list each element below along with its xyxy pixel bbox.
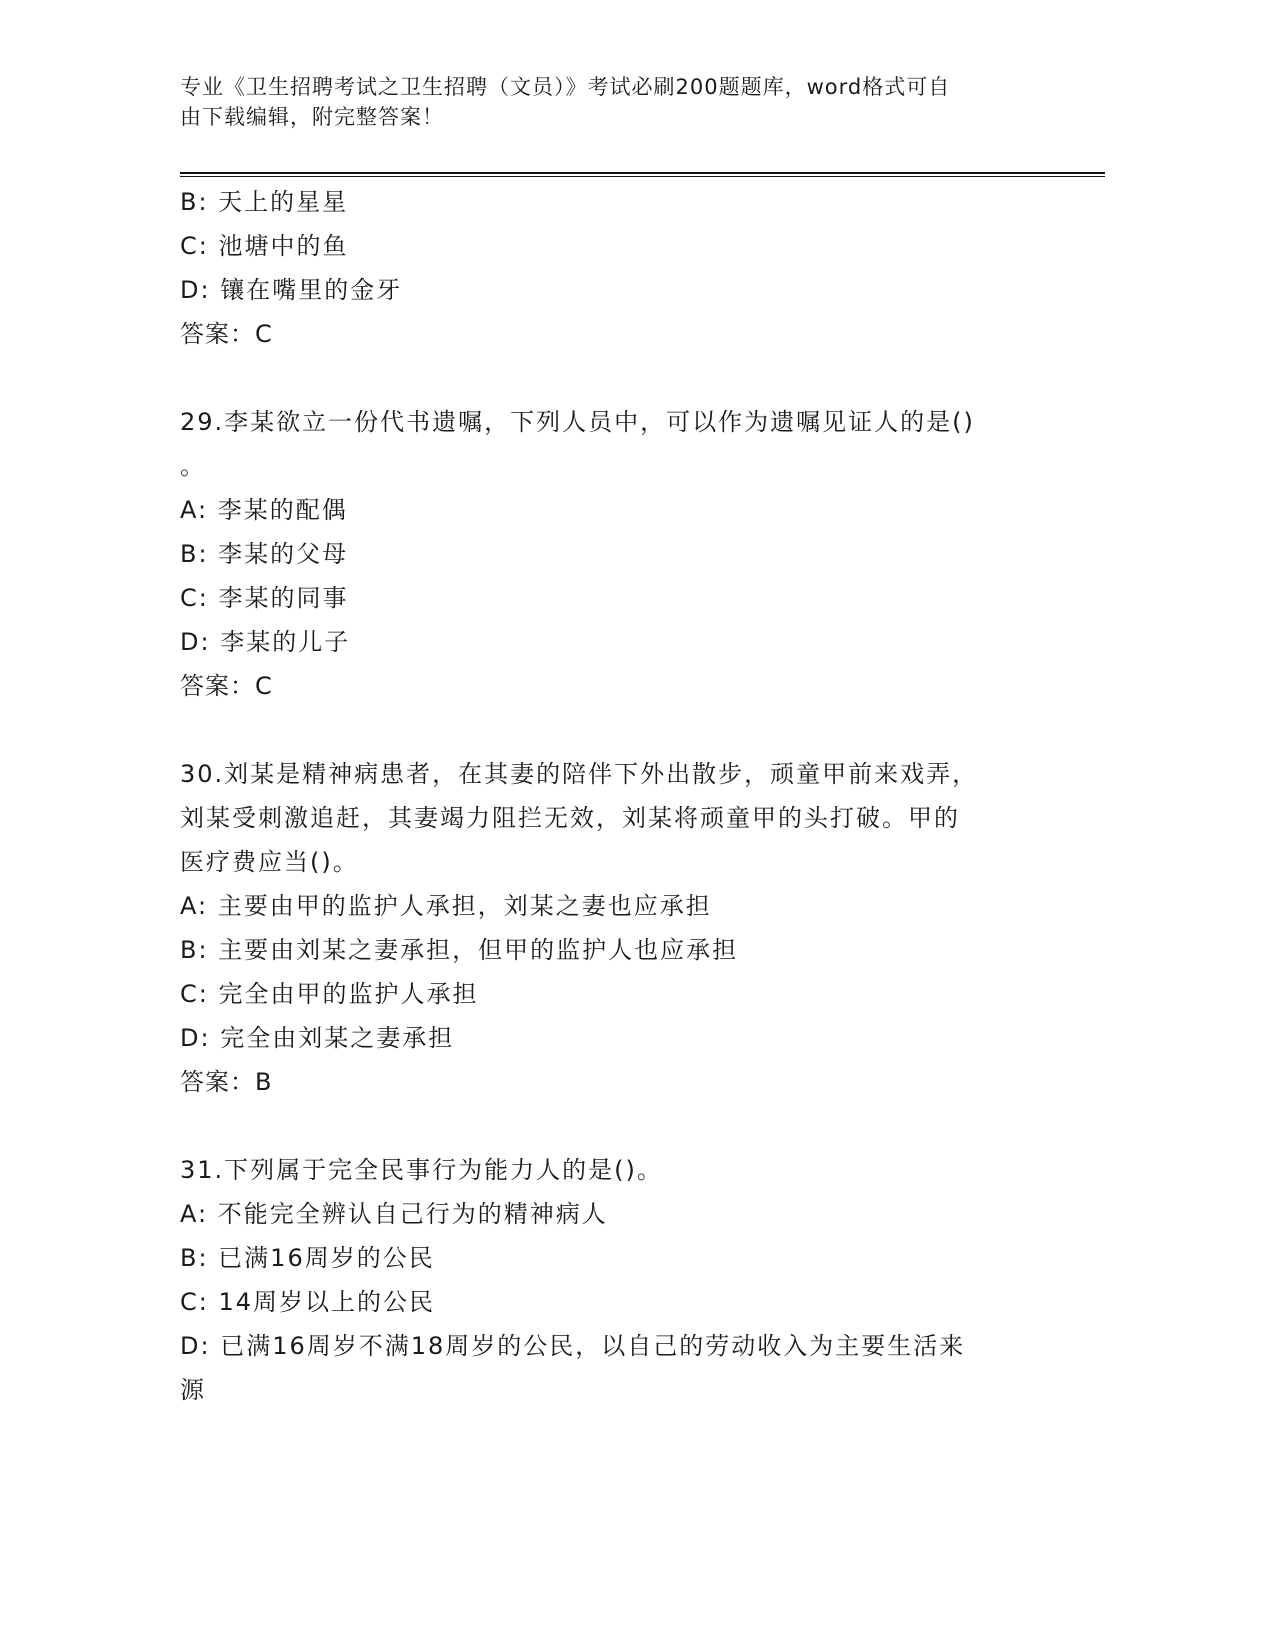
spacer: [180, 708, 1060, 752]
question-stem-line: 29.李某欲立一份代书遗嘱，下列人员中，可以作为遗嘱见证人的是(): [180, 408, 975, 436]
spacer: [180, 356, 1060, 400]
option-c: C: 李某的同事: [180, 584, 349, 612]
option-c: C: 池塘中的鱼: [180, 232, 349, 260]
question-stem-line: 30.刘某是精神病患者，在其妻的陪伴下外出散步，顽童甲前来戏弄，: [180, 760, 979, 788]
question-29: [180, 400, 1060, 708]
document-body: [180, 180, 1060, 1412]
question-28-tail: [180, 180, 1060, 356]
option-d: D: 完全由刘某之妻承担: [180, 1024, 455, 1052]
option-d-continuation: 源: [180, 1376, 206, 1404]
option-b: B: 天上的星星: [180, 188, 349, 216]
option-d: D: 镶在嘴里的金牙: [180, 276, 403, 304]
option-c: C: 14周岁以上的公民: [180, 1288, 436, 1316]
header-line-1: 专业《卫生招聘考试之卫生招聘（文员）》考试必刷200题题库，word格式可自: [180, 75, 951, 99]
question-31: [180, 1148, 1060, 1412]
option-a: A: 李某的配偶: [180, 496, 348, 524]
question-30: [180, 752, 1060, 1104]
question-stem-line: 31.下列属于完全民事行为能力人的是()。: [180, 1156, 663, 1184]
question-stem-line: 医疗费应当()。: [180, 848, 359, 876]
document-header: [180, 72, 1060, 132]
option-d: D: 李某的儿子: [180, 628, 351, 656]
answer-line: 答案：C: [180, 672, 273, 700]
spacer: [180, 1104, 1060, 1148]
option-d: D: 已满16周岁不满18周岁的公民，以自己的劳动收入为主要生活来: [180, 1332, 966, 1360]
answer-line: 答案：B: [180, 1068, 273, 1096]
option-a: A: 不能完全辨认自己行为的精神病人: [180, 1200, 608, 1228]
option-c: C: 完全由甲的监护人承担: [180, 980, 479, 1008]
header-divider: [180, 172, 1105, 177]
option-b: B: 已满16周岁的公民: [180, 1244, 435, 1272]
option-b: B: 李某的父母: [180, 540, 349, 568]
option-b: B: 主要由刘某之妻承担，但甲的监护人也应承担: [180, 936, 739, 964]
answer-line: 答案：C: [180, 320, 273, 348]
option-a: A: 主要由甲的监护人承担，刘某之妻也应承担: [180, 892, 712, 920]
question-stem-line: 。: [180, 452, 206, 480]
question-stem-line: 刘某受刺激追赶，其妻竭力阻拦无效，刘某将顽童甲的头打破。甲的: [180, 804, 960, 832]
header-line-2: 由下载编辑，附完整答案！: [180, 105, 444, 129]
